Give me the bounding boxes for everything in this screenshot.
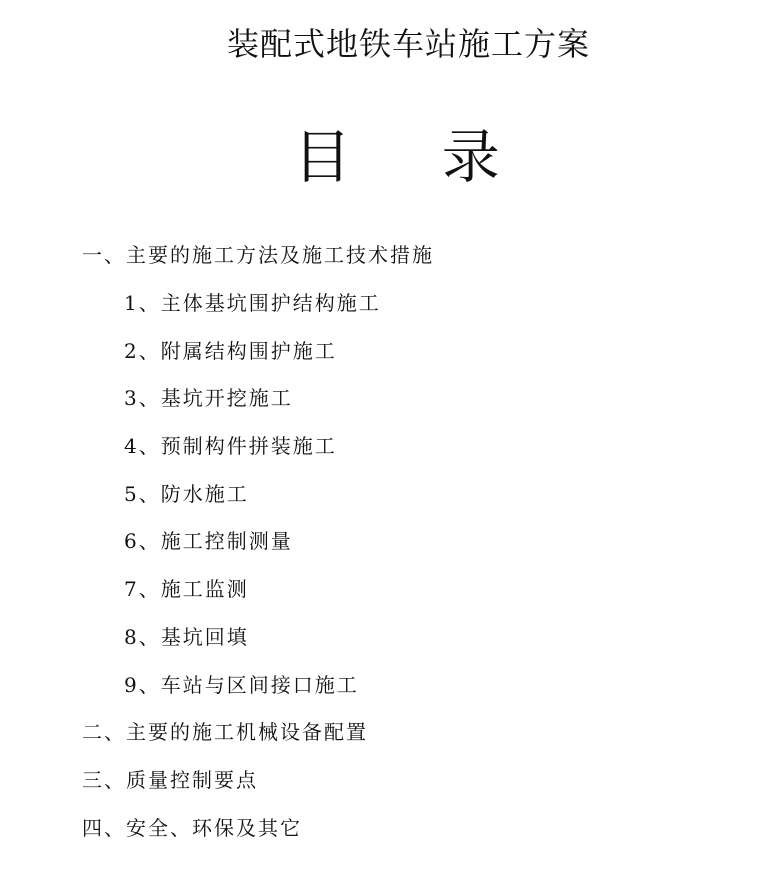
- toc-item-1-4: 4、预制构件拼装施工: [124, 434, 337, 459]
- table-of-contents: [0, 230, 779, 850]
- toc-item-section-2: 二、主要的施工机械设备配置: [82, 720, 368, 745]
- toc-item-section-3: 三、质量控制要点: [82, 767, 258, 792]
- toc-heading-char-2: 录: [441, 123, 500, 191]
- toc-item-1-7: 7、施工监测: [124, 577, 249, 602]
- document-title: 装配式地铁车站施工方案: [226, 25, 590, 63]
- toc-item-1-2: 2、附属结构围护施工: [124, 338, 337, 363]
- toc-heading-char-1: 目: [293, 123, 352, 191]
- toc-item-1-5: 5、防水施工: [124, 481, 249, 506]
- toc-item-1-8: 8、基坑回填: [124, 624, 249, 649]
- toc-item-1-1: 1、主体基坑围护结构施工: [124, 291, 381, 316]
- toc-item-section-4: 四、安全、环保及其它: [82, 815, 302, 840]
- toc-item-1-6: 6、施工控制测量: [124, 529, 293, 554]
- toc-item-section-1: 一、主要的施工方法及施工技术措施: [82, 243, 434, 268]
- toc-item-1-9: 9、车站与区间接口施工: [124, 672, 359, 697]
- toc-heading: [0, 124, 779, 190]
- toc-item-1-3: 3、基坑开挖施工: [124, 386, 293, 411]
